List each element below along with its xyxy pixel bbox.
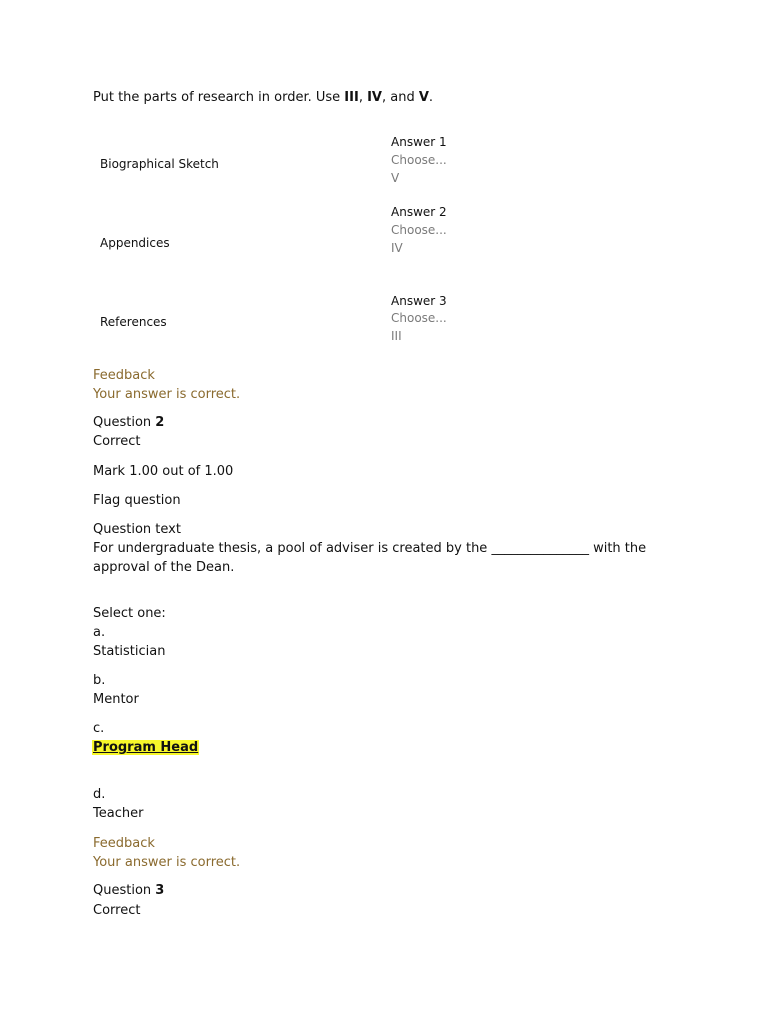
question-text-line: approval of the Dean. bbox=[93, 560, 235, 575]
answer-select-3[interactable]: Choose... bbox=[391, 311, 447, 325]
q1-prompt-v: V bbox=[418, 90, 429, 105]
question-number: 3 bbox=[155, 883, 165, 898]
q1-prompt-sep1: , bbox=[358, 90, 368, 105]
answer-select-1[interactable]: Choose... bbox=[391, 153, 447, 167]
match-item-label: Appendices bbox=[100, 236, 170, 250]
option-letter: c. bbox=[93, 721, 105, 736]
feedback-heading: Feedback bbox=[93, 368, 155, 383]
question-heading bbox=[93, 881, 164, 900]
select-one-label: Select one: bbox=[93, 606, 166, 621]
question-status: Correct bbox=[93, 903, 141, 918]
answer-label: Answer 2 bbox=[391, 205, 447, 219]
option-letter: b. bbox=[93, 673, 106, 688]
question-number: 2 bbox=[155, 415, 165, 430]
option-mentor[interactable]: Mentor bbox=[93, 692, 139, 707]
match-item-label: Biographical Sketch bbox=[100, 157, 219, 171]
q1-prompt-text: Put the parts of research in order. Use bbox=[93, 90, 345, 105]
question-status: Correct bbox=[93, 434, 141, 449]
option-letter: d. bbox=[93, 787, 106, 802]
answer-value: IV bbox=[391, 241, 403, 255]
option-teacher[interactable]: Teacher bbox=[93, 806, 144, 821]
answer-select-2[interactable]: Choose... bbox=[391, 223, 447, 237]
q1-prompt-iii: III bbox=[344, 90, 359, 105]
question-text-line: For undergraduate thesis, a pool of adviser is created by the _______________ with the bbox=[93, 541, 647, 556]
answer-label: Answer 3 bbox=[391, 294, 447, 308]
question-text-label: Question text bbox=[93, 522, 181, 537]
question-word: Question bbox=[93, 415, 156, 430]
q1-prompt-end: . bbox=[428, 90, 434, 105]
question-heading bbox=[93, 413, 164, 432]
answer-value: III bbox=[391, 329, 402, 343]
feedback-text: Your answer is correct. bbox=[93, 387, 241, 402]
feedback-heading: Feedback bbox=[93, 836, 155, 851]
flag-question-link[interactable]: Flag question bbox=[93, 493, 181, 508]
feedback-text: Your answer is correct. bbox=[93, 855, 241, 870]
question-mark: Mark 1.00 out of 1.00 bbox=[93, 464, 234, 479]
match-item-label: References bbox=[100, 315, 167, 329]
q1-prompt-sep2: , and bbox=[381, 90, 419, 105]
option-statistician[interactable]: Statistician bbox=[93, 644, 166, 659]
option-program-head-selected[interactable] bbox=[92, 738, 199, 757]
answer-value: V bbox=[391, 171, 400, 185]
question-word: Question bbox=[93, 883, 156, 898]
q1-prompt bbox=[93, 88, 433, 107]
option-program-head-text: Program Head bbox=[93, 740, 199, 755]
option-letter: a. bbox=[93, 625, 106, 640]
q1-prompt-iv: IV bbox=[367, 90, 382, 105]
answer-label: Answer 1 bbox=[391, 135, 447, 149]
